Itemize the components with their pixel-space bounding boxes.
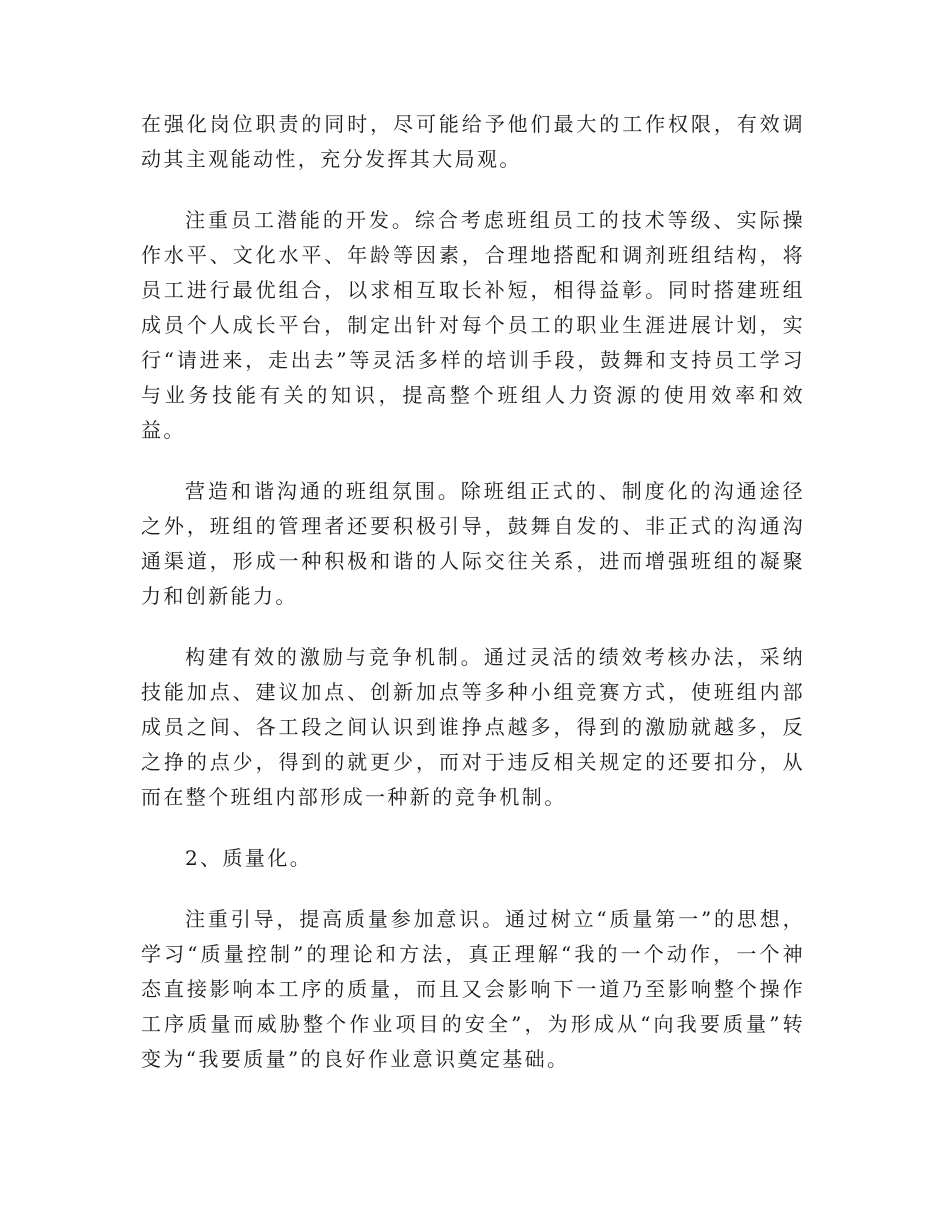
- paragraph-continued: 在强化岗位职责的同时，尽可能给予他们最大的工作权限，有效调动其主观能动性，充分发挥其大局观。: [141, 112, 805, 171]
- paragraph-incentive-competition: 构建有效的激励与竞争机制。通过灵活的绩效考核办法，采纳技能加点、建议加点、创新加点等多种小组竞赛方式，使班组内部成员之间、各工段之间认识到谁挣点越多，得到的激励就越多，反之挣的点少，得到的就更少，而对于违反相关规定的还要扣分，从而在整个班组内部形成一种新的竞争机制。: [141, 645, 805, 809]
- paragraph-quality-awareness: 注重引导，提高质量参加意识。通过树立“质量第一”的思想，学习“质量控制”的理论和方法，真正理解“我的一个动作，一个神态直接影响本工序的质量，而且又会影响下一道乃至影响整个操作工序质量而威胁整个作业项目的安全”，为形成从“向我要质量”转变为“我要质量”的良好作业意识奠定基础。: [141, 907, 805, 1071]
- paragraph-employee-potential: 注重员工潜能的开发。综合考虑班组员工的技术等级、实际操作水平、文化水平、年龄等因素，合理地搭配和调剂班组结构，将员工进行最优组合，以求相互取长补短，相得益彰。同时搭建班组成员个人成长平台，制定出针对每个员工的职业生涯进展计划，实行“请进来，走出去”等灵活多样的培训手段，鼓舞和支持员工学习与业务技能有关的知识，提高整个班组人力资源的使用效率和效益。: [141, 208, 805, 442]
- section-heading-quality: 2、质量化。: [185, 846, 313, 870]
- paragraph-harmonious-communication: 营造和谐沟通的班组氛围。除班组正式的、制度化的沟通途径之外，班组的管理者还要积极引导，鼓舞自发的、非正式的沟通沟通渠道，形成一种积极和谐的人际交往关系，进而增强班组的凝聚力和创新能力。: [141, 479, 805, 608]
- document-body: [141, 107, 805, 1103]
